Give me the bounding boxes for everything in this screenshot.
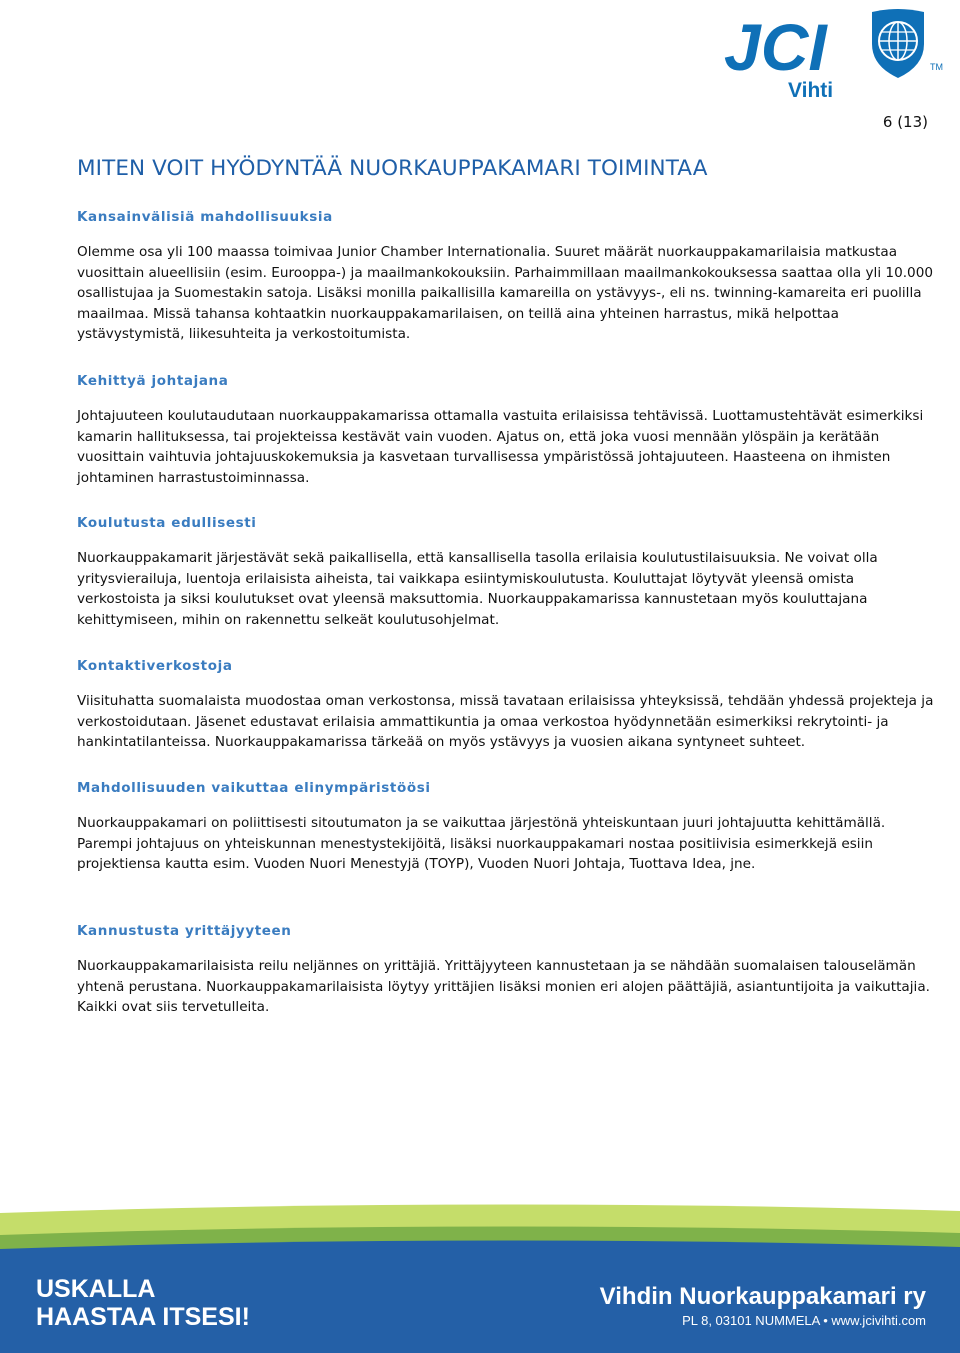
globe-emblem-icon (872, 9, 924, 78)
section-heading: Kontaktiverkostoja (77, 658, 233, 674)
section-body: Johtajuuteen koulutaudutaan nuorkauppakamarissa ottamalla vastuita erilaisissa tehtävissä. Luottamustehtävät esimerkiksi kamarin hallituksessa, tai projekteissa kestävät vain vuoden. Ajatus on, että joka vuosi mennään ylöspäin ja kerätään vuosittain vaihtuvia johtajuuskokemuksia ja kasvetaan turvallisessa ympäristössä johtajuuteen. Haasteena on ihmisten johtaminen harrastustoiminnassa. (77, 408, 924, 486)
section-body: Nuorkauppakamari on poliittisesti sitoutumaton ja se vaikuttaa järjestönä yhteiskuntaan juuri johtajuutta kehittämällä. Parempi johtajuus on yhteiskunnan menestystekijöitä, lisäksi nuorkauppakamari nostaa positiivisia esimerkkejä esiin projektiensa kautta esim. Vuoden Nuori Menestyjä (TOYP), Vuoden Nuori Johtaja, Tuottava Idea, jne. (77, 815, 886, 873)
section-heading: Koulutusta edullisesti (77, 515, 257, 531)
section-heading: Kansainvälisiä mahdollisuuksia (77, 209, 333, 225)
section-influence (77, 780, 937, 875)
section-leadership (77, 373, 937, 488)
section-entrepreneurship (77, 923, 937, 1018)
slogan-line-2: HAASTAA ITSESI! (36, 1303, 250, 1331)
page-title: MITEN VOIT HYÖDYNTÄÄ NUORKAUPPAKAMARI TOIMINTAA (77, 156, 708, 181)
section-body: Viisituhatta suomalaista muodostaa oman verkostonsa, missä tavataan erilaisissa yhteyksissä, tehdään yhdessä projekteja ja verkostoidutaan. Jäsenet edustavat erilaisia ammattikuntia ja omaa verkostoa hyödynnetään esimerkiksi rekrytointi- ja hankintatilanteissa. Nuorkauppakamarissa tärkeää on myös ystävyys ja vuosien aikana syntyneet suhteet. (77, 693, 934, 751)
logo-text: JCI (724, 10, 827, 84)
slogan-line-1: USKALLA (36, 1275, 156, 1303)
page-number: 6 (13) (882, 113, 928, 131)
section-heading: Mahdollisuuden vaikuttaa elinympäristöösi (77, 780, 431, 796)
section-heading: Kehittyä johtajana (77, 373, 229, 389)
organization-name: Vihdin Nuorkauppakamari ry (599, 1283, 926, 1310)
section-networks (77, 658, 937, 753)
section-heading: Kannustusta yrittäjyyteen (77, 923, 292, 939)
section-body: Nuorkauppakamarit järjestävät sekä paikallisella, että kansallisella tasolla erilaisia koulutustilaisuuksia. Ne voivat olla yritysvierailuja, luentoja erilaisista aiheista, tai vaikkapa esiintymiskoulutusta. Kouluttajat löytyvät yleensä omista verkostoista ja siksi koulutukset ovat yleensä maksuttomia. Nuorkauppakamarissa kannustetaan myös kouluttajana kehittymiseen, mihin on rakennettu selkeät koulutusohjelmat. (77, 550, 878, 628)
trademark-mark: TM (930, 62, 943, 72)
jci-vihti-logo (718, 4, 943, 104)
section-body: Nuorkauppakamarilaisista reilu neljännes on yrittäjiä. Yrittäjyyteen kannustetaan ja se nähdään suomalaisen talouselämän yhtenä perustana. Nuorkauppakamarilaisista löytyy yrittäjien lisäksi monien eri alojen päättäjiä, asiantuntijoita ja vaikuttajia. Kaikki ovat siis tervetulleita. (77, 958, 930, 1016)
section-body: Olemme osa yli 100 maassa toimivaa Junior Chamber Internationalia. Suuret määrät nuorkauppakamarilaisia matkustaa vuosittain alueellisiin (esim. Eurooppa-) ja maailmankokouksiin. Parhaimmillaan maailmankokouksessa saattaa olla yli 10.000 osallistujaa ja Suomestakin satoja. Lisäksi monilla paikallisilla kamareilla on ystävyys-, eli ns. twinning-kamareita eri puolilla maailmaa. Missä tahansa kohtaatkin nuorkauppakamarilaisen, on teillä aina yhteinen harrastus, mikä helpottaa ystävystymistä, liikesuhteita ja verkostoitumista. (77, 244, 933, 343)
section-international (77, 209, 937, 345)
section-training (77, 515, 937, 630)
logo-subtext: Vihti (788, 79, 834, 102)
footer-slogan (36, 1275, 250, 1331)
organization-address: PL 8, 03101 NUMMELA • www.jcivihti.com (682, 1313, 926, 1328)
